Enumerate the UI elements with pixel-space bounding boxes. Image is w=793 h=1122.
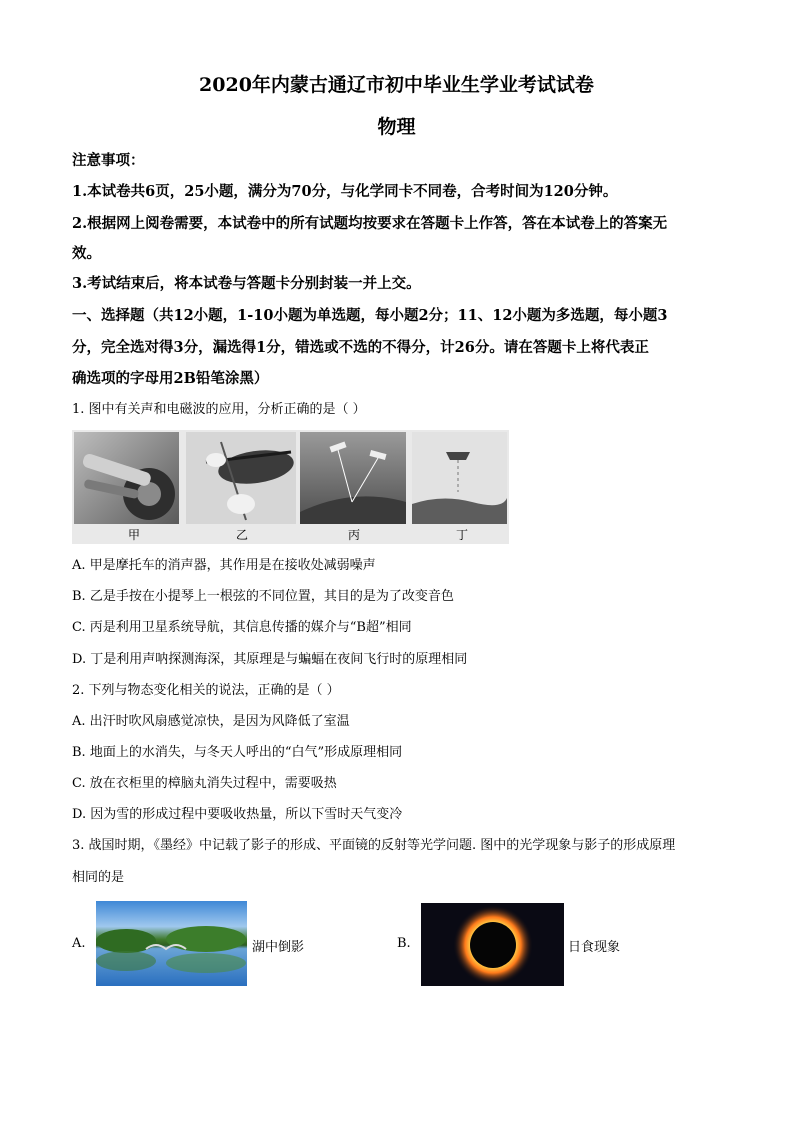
q3-option-a-letter: A. <box>72 936 86 951</box>
q3-option-b-text: 日食现象 <box>568 940 621 955</box>
satellite-navigation-image <box>300 432 406 524</box>
q1-option-c: C. 丙是利用卫星系统导航，其信息传播的媒介与“B超”相同 <box>72 620 412 635</box>
q2-stem: 2. 下列与物态变化相关的说法，正确的是（ ） <box>72 683 340 698</box>
q2-option-b: B. 地面上的水消失，与冬天人呼出的“白气”形成原理相同 <box>72 745 403 760</box>
section-instruction-2: 分，完全选对得3分，漏选得1分，错选或不选的不得分，计26分。请在答题卡上将代表正 <box>72 339 649 356</box>
sonar-ship-image <box>412 432 507 524</box>
q3-stem-line2: 相同的是 <box>72 870 125 885</box>
note-item-2-cont: 效。 <box>72 245 101 262</box>
figure-label-yi: 乙 <box>235 528 248 542</box>
violin-image <box>186 432 296 524</box>
lake-reflection-image <box>96 901 247 986</box>
q2-option-c: C. 放在衣柜里的樟脑丸消失过程中，需要吸热 <box>72 776 337 791</box>
q3-option-b-letter: B. <box>397 936 411 951</box>
note-item-2: 2.根据网上阅卷需要，本试卷中的所有试题均按要求在答题卡上作答，答在本试卷上的答案无 <box>72 215 668 232</box>
q1-option-a: A. 甲是摩托车的消声器，其作用是在接收处减弱噪声 <box>72 558 376 573</box>
figure-label-ding: 丁 <box>455 528 468 542</box>
solar-eclipse-image <box>421 903 564 986</box>
q1-figure <box>72 430 509 544</box>
q1-option-b: B. 乙是手按在小提琴上一根弦的不同位置，其目的是为了改变音色 <box>72 589 454 604</box>
figure-label-jia: 甲 <box>127 528 140 542</box>
q3-stem-line1: 3. 战国时期，《墨经》中记载了影子的形成、平面镜的反射等光学问题. 图中的光学现象与影子的形成原理 <box>72 838 676 853</box>
notes-heading: 注意事项： <box>72 152 145 169</box>
q2-option-d: D. 因为雪的形成过程中要吸收热量，所以下雪时天气变冷 <box>72 807 403 822</box>
section-instruction-1: 一、选择题（共12小题，1-10小题为单选题，每小题2分；11、12小题为多选题，每小题3 <box>72 307 668 324</box>
q1-stem: 1. 图中有关声和电磁波的应用，分析正确的是（ ） <box>72 402 366 417</box>
q1-option-d: D. 丁是利用声呐探测海深，其原理是与蝙蝠在夜间飞行时的原理相同 <box>72 652 468 667</box>
note-item-3: 3.考试结束后，将本试卷与答题卡分别封装一并上交。 <box>72 275 421 292</box>
section-instruction-3: 确选项的字母用2B铅笔涂黑） <box>72 370 269 387</box>
note-item-1: 1.本试卷共6页，25小题，满分为70分，与化学同卡不同卷，合考时间为120分钟。 <box>72 183 618 200</box>
figure-label-bing: 丙 <box>347 528 360 542</box>
q3-option-a-text: 湖中倒影 <box>252 940 305 955</box>
subject-title: 物理 <box>377 116 416 138</box>
motorcycle-muffler-image <box>74 432 179 524</box>
q2-option-a: A. 出汗时吹风扇感觉凉快，是因为风降低了室温 <box>72 714 350 729</box>
exam-title: 2020年内蒙古通辽市初中毕业生学业考试试卷 <box>199 74 594 96</box>
